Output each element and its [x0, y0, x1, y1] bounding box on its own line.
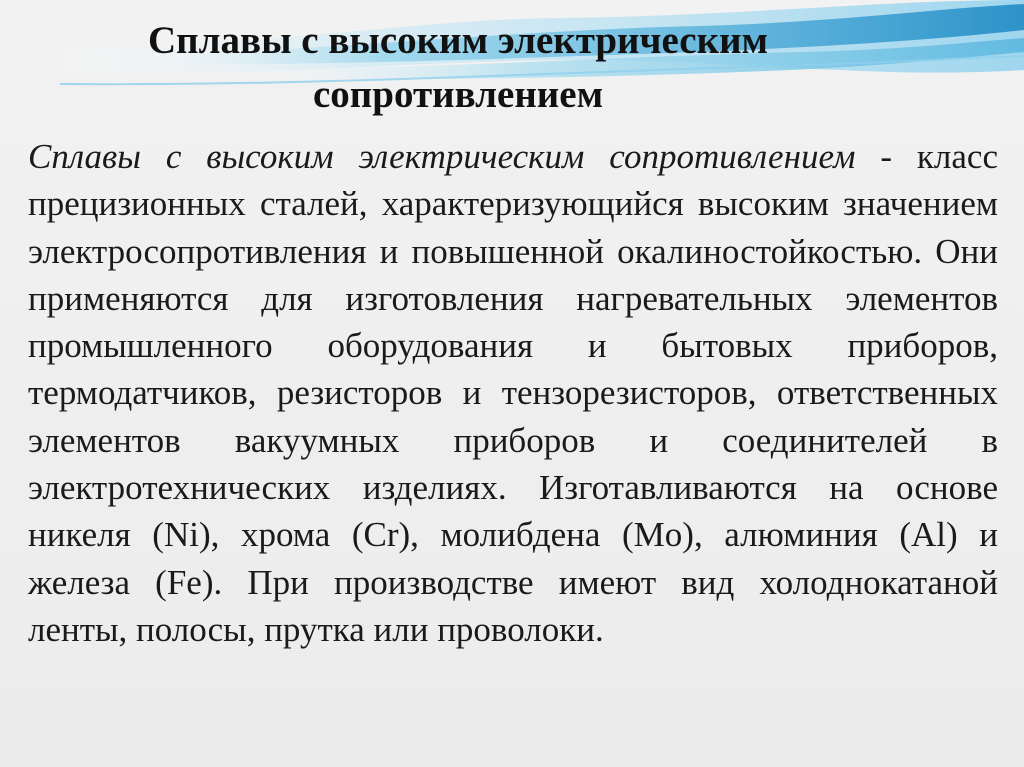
- slide-title-line-1: Сплавы с высоким электрическим: [148, 19, 769, 62]
- body-definition-text: - класс прецизионных сталей, характеризующийся высоким значением электросопротивления и повышенной окалиностойкостью. Они применяются для изготовления нагревательных элементов промышленного оборудования и бытовых приборов, термодатчиков, резисторов и тензорезисторов, ответственных элементов вакуумных приборов и соединителей в электротехнических изделиях. Изготавливаются на основе никеля (Ni), хрома (Cr), молибдена (Mo), алюминия (Al) и железа (Fe). При производстве имеют вид холоднокатаной ленты, полосы, прутка или проволоки.: [28, 137, 998, 649]
- slide-title: [0, 14, 1024, 122]
- slide-title-line-2: сопротивлением: [313, 73, 604, 116]
- body-italic-term: Сплавы с высоким электрическим сопротивлением: [28, 137, 856, 176]
- slide-body-paragraph: [28, 133, 998, 653]
